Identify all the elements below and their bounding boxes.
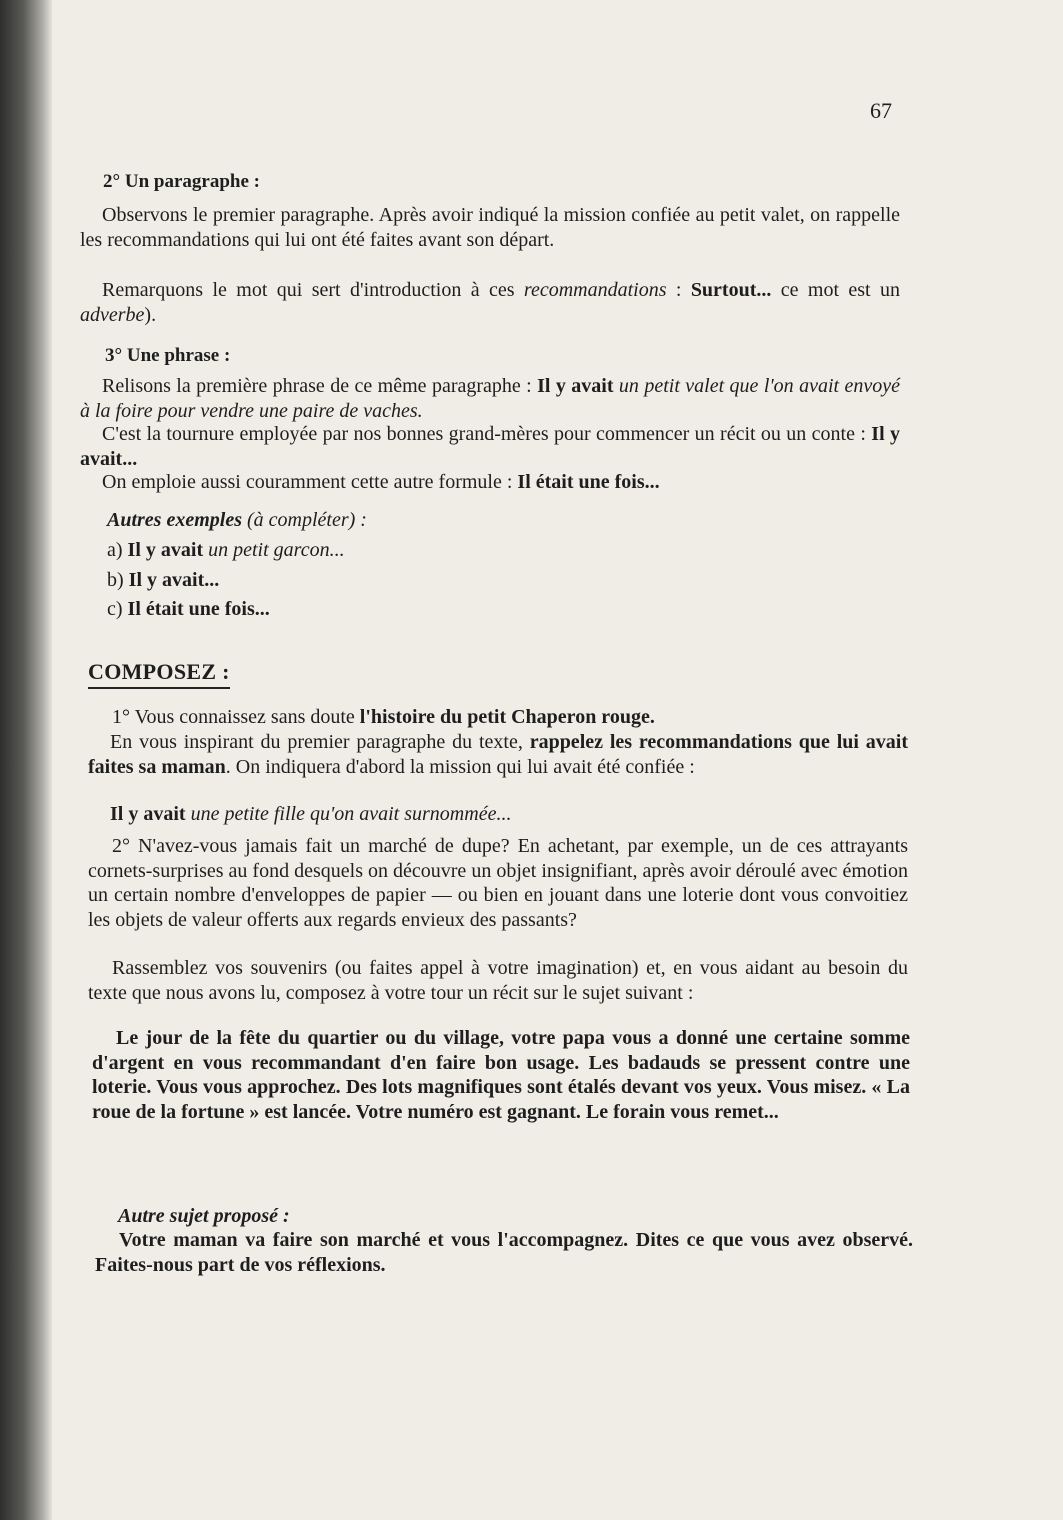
compose-heading: COMPOSEZ : xyxy=(88,659,230,689)
example-c: c) Il était une fois... xyxy=(107,598,270,620)
question-2-paragraph-1: 2° N'avez-vous jamais fait un marché de dupe? En achetant, par exemple, un de ces attrayants cornets-surprises au fond desquels on découvre un objet insignifiant, après avoir déroulé avec émotion un certain nombre d'enveloppes de papier — ou bien en jouant dans une loterie dont vous convoitiez les objets de valeur offerts aux regards envieux des passants? xyxy=(88,835,908,931)
question-2-paragraph-2: Rassemblez vos souvenirs (ou faites appel à votre imagination) et, en vous aidant au besoin du texte que nous avons lu, composez à votre tour un récit sur le sujet suivant : xyxy=(88,957,908,1004)
section-3-paragraph-3: On emploie aussi couramment cette autre formule : Il était une fois... xyxy=(102,471,660,493)
section-3-paragraph-2: C'est la tournure employée par nos bonnes grand-mères pour commencer un récit ou un conte : Il y avait... xyxy=(80,423,901,470)
question-1-start: Il y avait une petite fille qu'on avait surnommée... xyxy=(110,803,512,825)
section-2-paragraph-2: Remarquons le mot qui sert d'introduction à ces recommandations : Surtout... ce mot est un adverbe). xyxy=(80,279,900,326)
example-b: b) Il y avait... xyxy=(107,569,220,591)
question-1: 1° Vous connaissez sans doute l'histoire du petit Chaperon rouge. xyxy=(112,706,655,728)
alternate-subject-heading: Autre sujet proposé : xyxy=(118,1205,290,1227)
examples-heading: Autres exemples (à compléter) : xyxy=(107,509,367,531)
section-2-heading: 2° Un paragraphe : xyxy=(103,171,260,192)
alternate-subject-text: Votre maman va faire son marché et vous l'accompagnez. Dites ce que vous avez observé. Faites-nous part de vos réflexions. xyxy=(95,1229,913,1276)
section-2-paragraph-1: Observons le premier paragraphe. Après avoir indiqué la mission confiée au petit valet, on rappelle les recommandations qui lui ont été faites avant son départ. xyxy=(80,204,900,251)
page-number: 67 xyxy=(870,98,892,123)
section-3-heading: 3° Une phrase : xyxy=(105,345,231,366)
question-1-instructions: En vous inspirant du premier paragraphe du texte, rappelez les recommandations que lui avait faites sa maman. On indiquera d'abord la mission qui lui avait été confiée : xyxy=(88,731,909,778)
example-a: a) Il y avait un petit garcon... xyxy=(107,539,345,561)
section-3-paragraph-1: Relisons la première phrase de ce même paragraphe : Il y avait un petit valet que l'on avait envoyé à la foire pour vendre une paire de vaches. xyxy=(80,375,900,422)
essay-subject: Le jour de la fête du quartier ou du village, votre papa vous a donné une certaine somme d'argent en vous recommandant d'en faire bon usage. Les badauds se pressent contre une loterie. Vous vous approchez. Des lots magnifiques sont étalés devant vos yeux. Vous misez. « La roue de la fortune » est lancée. Votre numéro est gagnant. Le forain vous remet... xyxy=(92,1027,910,1123)
